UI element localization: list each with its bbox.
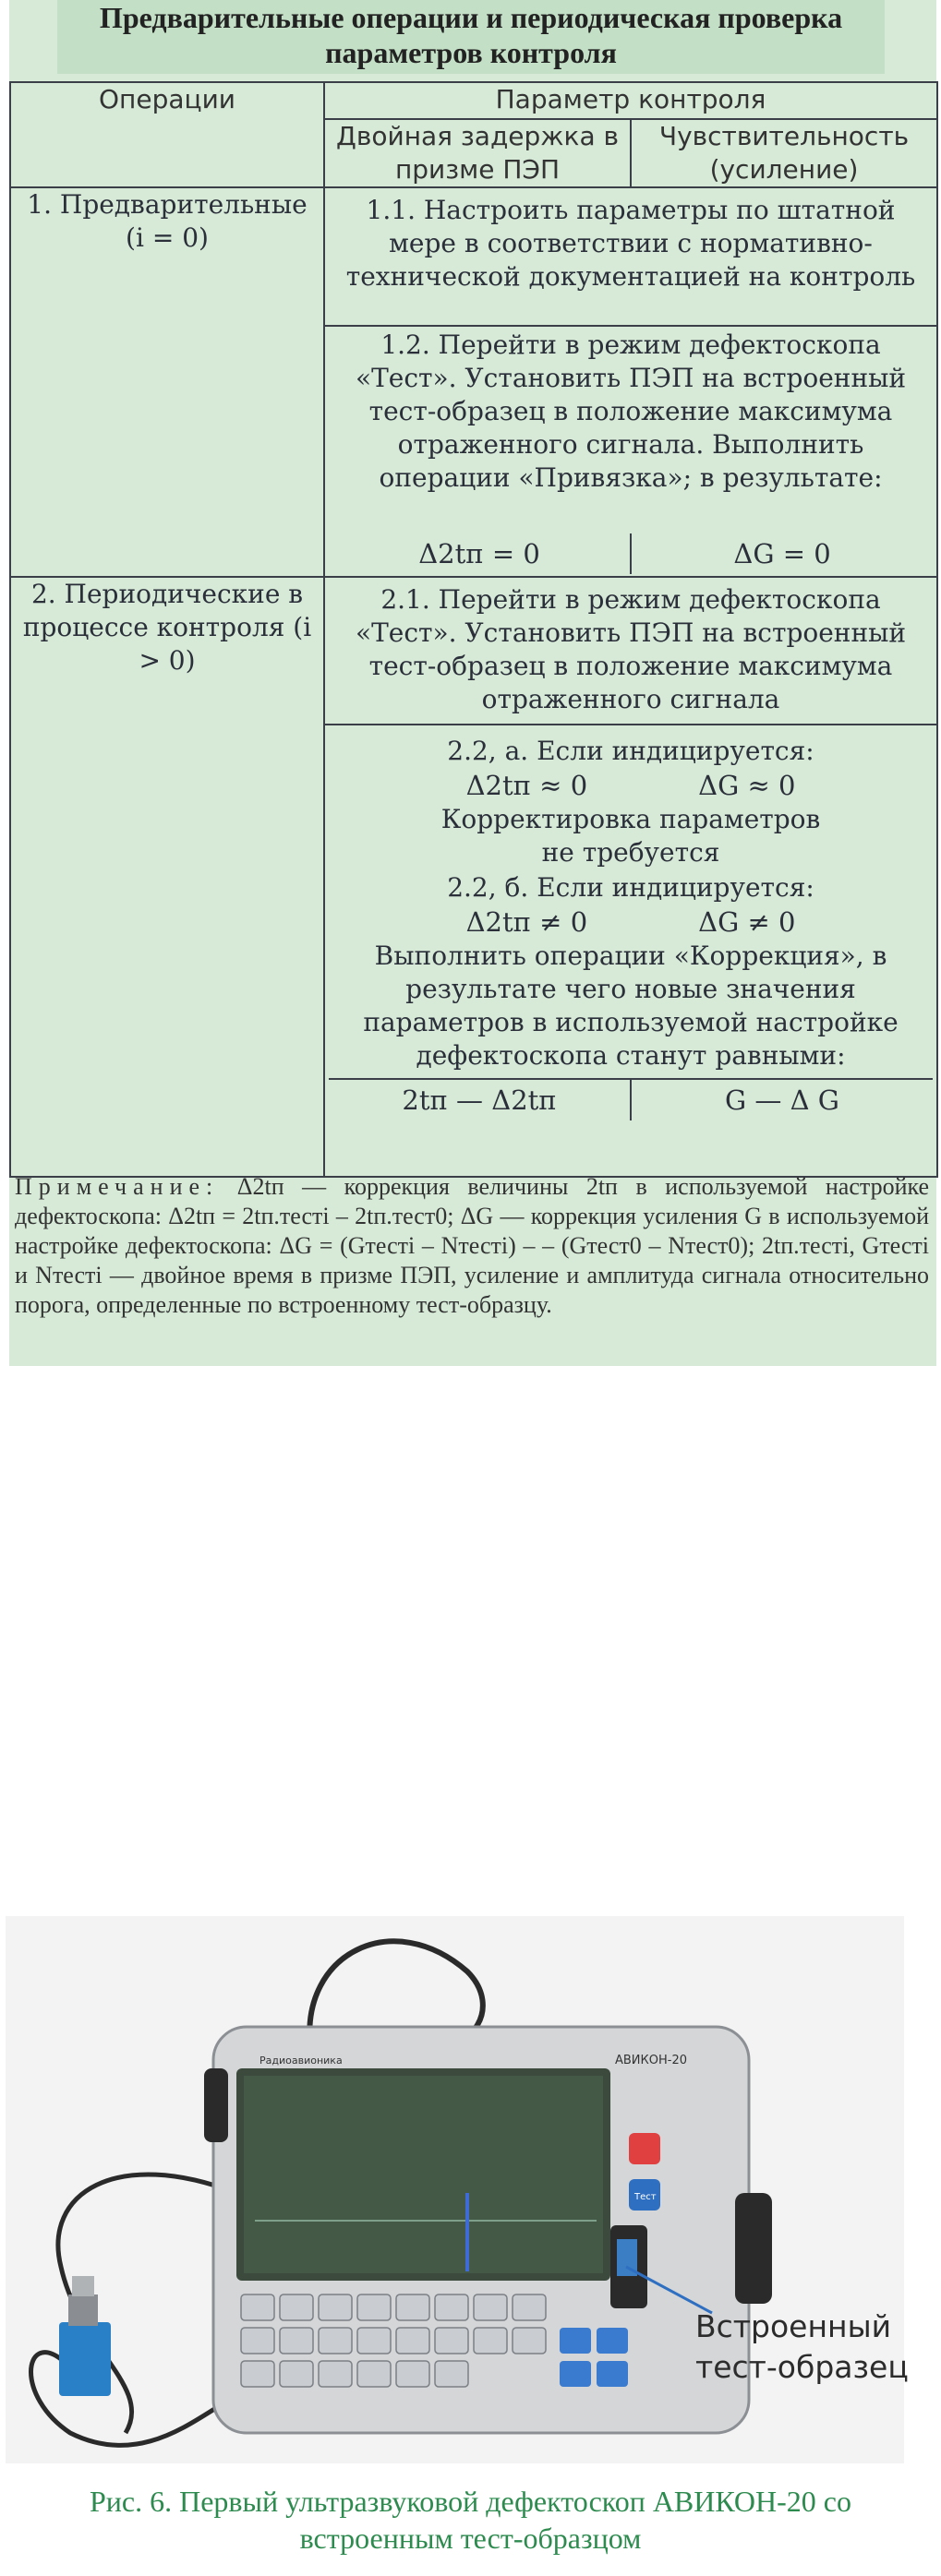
stage-1-label: 1. Предварительные (i = 0)	[10, 187, 324, 577]
header-col-gain: Чувствительность (усиление)	[631, 119, 937, 187]
note-label: Примечание:	[15, 1173, 220, 1200]
stage-2-step-1: 2.1. Перейти в режим дефектоскопа «Тест». Установить ПЭП на встроенный тест-образец в положение максимума отраженного сигнала	[324, 577, 937, 725]
probe-body	[59, 2322, 111, 2396]
stage-2-a-title: 2.2, а. Если индицируется:	[447, 736, 814, 766]
figure-caption	[0, 2483, 941, 2557]
stage-2-step-2-cell	[324, 725, 937, 1177]
stage-2-label: 2. Периодические в процессе контроля (i > 0)	[10, 577, 324, 1177]
note-text: Δ2tп — коррекция величины 2tп в используемой настройке дефектоскопа: Δ2tп = 2tп.тестi – 2tп.тест0; ΔG — коррекция усиления G в используемой настройке дефектоскопа: ΔG = (Gтестi – Nтестi) – – (Gтест0 – Nтест0); 2tп.тестi, Gтестi и Nтестi — двойное время в призме ПЭП, усиление и амплитуда сигнала относительно порога, определенные по встроенному тест-образцу.	[15, 1173, 930, 1318]
header-col-delay: Двойная задержка в призме ПЭП	[324, 119, 631, 187]
stage-2-a-delay: Δ2tп ≈ 0	[465, 770, 588, 801]
device-brand: АВИКОН-20	[615, 2054, 688, 2067]
device-maker: Радиоавионика	[259, 2055, 343, 2067]
operations-table	[9, 81, 938, 1178]
title-line-1: Предварительные операции и периодическая проверка	[99, 1, 843, 34]
stage-1-gain-value: ΔG = 0	[733, 538, 831, 569]
stage-2-b-title: 2.2, б. Если индицируется:	[447, 872, 814, 903]
callout-line-2: тест-образец	[695, 2349, 909, 2385]
table-title	[57, 0, 885, 74]
caption-line-1: Рис. 6. Первый ультразвуковой дефектоскоп АВИКОН-20 со	[89, 2485, 851, 2518]
stage-1-step-2-cell	[324, 326, 937, 577]
header-param: Параметр контроля	[324, 82, 937, 119]
caption-line-2: встроенным тест-образцом	[299, 2522, 642, 2555]
stage-2-delay-value: 2tп — Δ2tп	[329, 1080, 632, 1120]
header-operations: Операции	[10, 82, 324, 187]
callout-line-1: Встроенный	[695, 2308, 892, 2344]
test-sample-callout	[695, 2306, 909, 2388]
stage-1-delay-value: Δ2tп = 0	[329, 533, 632, 574]
stage-2-a-gain: ΔG ≈ 0	[698, 770, 796, 801]
table-note	[9, 1172, 935, 1320]
stage-2-a-text: Корректировка параметров не требуется	[440, 804, 821, 868]
stage-2-b-text: Выполнить операции «Коррекция», в результате чего новые значения параметров в используемой настройке дефектоскопа станут равными:	[363, 941, 899, 1071]
stage-1-step-1: 1.1. Настроить параметры по штатной мере в соответствии с нормативно-технической документацией на контроль	[324, 187, 937, 326]
stage-2-b-gain: ΔG ≠ 0	[698, 906, 796, 938]
stage-1-step-2: 1.2. Перейти в режим дефектоскопа «Тест». Установить ПЭП на встроенный тест-образец в положение максимума отраженного сигнала. Выполнить операции «Привязка»; в результате:	[355, 329, 907, 493]
title-line-2: параметров контроля	[325, 36, 617, 69]
stage-2-gain-value: G — Δ G	[725, 1084, 839, 1116]
stage-2-b-delay: Δ2tп ≠ 0	[465, 906, 588, 938]
test-button-label: Тест	[634, 2192, 657, 2202]
power-button	[629, 2133, 660, 2164]
